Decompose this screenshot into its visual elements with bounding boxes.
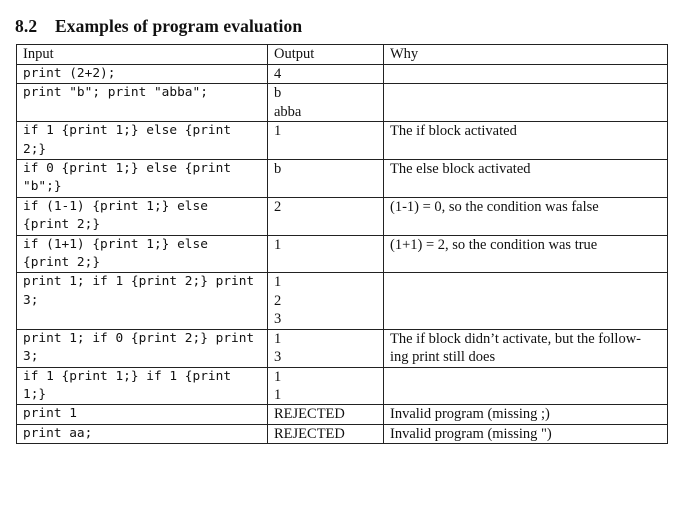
table-row: [17, 65, 668, 84]
input-cell: if 1 {print 1;} if 1 {print 1;}: [17, 367, 268, 405]
output-cell: [268, 424, 384, 443]
why-cell: The if block activated: [384, 122, 668, 160]
output-cell: [268, 329, 384, 367]
table-row: [17, 197, 668, 235]
output-line: 1: [274, 368, 282, 385]
output-cell: [268, 367, 384, 405]
output-line: REJECTED: [274, 425, 345, 442]
output-cell: [268, 235, 384, 273]
section-title: Examples of program evaluation: [55, 16, 303, 36]
output-line: b: [274, 85, 282, 102]
input-cell: if 0 {print 1;} else {print "b";}: [17, 160, 268, 198]
output-line: 1: [274, 123, 282, 140]
why-cell: (1+1) = 2, so the condition was true: [384, 235, 668, 273]
input-cell: print 1; if 0 {print 2;} print 3;: [17, 329, 268, 367]
header-why: Why: [384, 45, 668, 65]
table-row: [17, 424, 668, 443]
output-line: 1: [274, 274, 282, 291]
input-cell: if (1-1) {print 1;} else {print 2;}: [17, 197, 268, 235]
table-row: [17, 367, 668, 405]
why-cell: Invalid program (missing ;): [384, 405, 668, 424]
output-line: 4: [274, 66, 282, 82]
table-row: [17, 329, 668, 367]
output-line: 1: [274, 236, 282, 253]
section-heading: [15, 16, 302, 37]
input-cell: print "b"; print "abba";: [17, 84, 268, 122]
header-output: Output: [268, 45, 384, 65]
why-cell: [384, 65, 668, 84]
input-cell: print (2+2);: [17, 65, 268, 84]
output-cell: [268, 273, 384, 329]
table-header-row: [17, 45, 668, 65]
why-cell: [384, 84, 668, 122]
output-line: 2: [274, 292, 282, 309]
output-line: REJECTED: [274, 406, 345, 423]
why-cell: (1-1) = 0, so the condition was false: [384, 197, 668, 235]
input-cell: if (1+1) {print 1;} else {print 2;}: [17, 235, 268, 273]
input-cell: print aa;: [17, 424, 268, 443]
why-cell: [384, 367, 668, 405]
why-cell: [384, 273, 668, 329]
output-line: abba: [274, 103, 302, 120]
output-cell: [268, 160, 384, 198]
header-input: Input: [17, 45, 268, 65]
table-row: [17, 273, 668, 329]
why-cell: The if block didn’t activate, but the follow- ing print still does: [384, 329, 668, 367]
output-cell: [268, 197, 384, 235]
output-cell: [268, 65, 384, 84]
table-row: [17, 405, 668, 424]
output-line: 2: [274, 198, 282, 215]
input-cell: if 1 {print 1;} else {print 2;}: [17, 122, 268, 160]
table-row: [17, 160, 668, 198]
evaluation-table: [16, 44, 668, 444]
table-row: [17, 122, 668, 160]
table-row: [17, 84, 668, 122]
output-line: 1: [274, 386, 282, 403]
why-cell: Invalid program (missing "): [384, 424, 668, 443]
section-number: 8.2: [15, 16, 38, 36]
output-cell: [268, 122, 384, 160]
input-cell: print 1: [17, 405, 268, 424]
output-line: 3: [274, 311, 282, 328]
input-cell: print 1; if 1 {print 2;} print 3;: [17, 273, 268, 329]
table-row: [17, 235, 668, 273]
why-cell: The else block activated: [384, 160, 668, 198]
output-line: b: [274, 161, 282, 178]
output-cell: [268, 405, 384, 424]
output-line: 3: [274, 349, 282, 366]
output-cell: [268, 84, 384, 122]
output-line: 1: [274, 330, 282, 347]
